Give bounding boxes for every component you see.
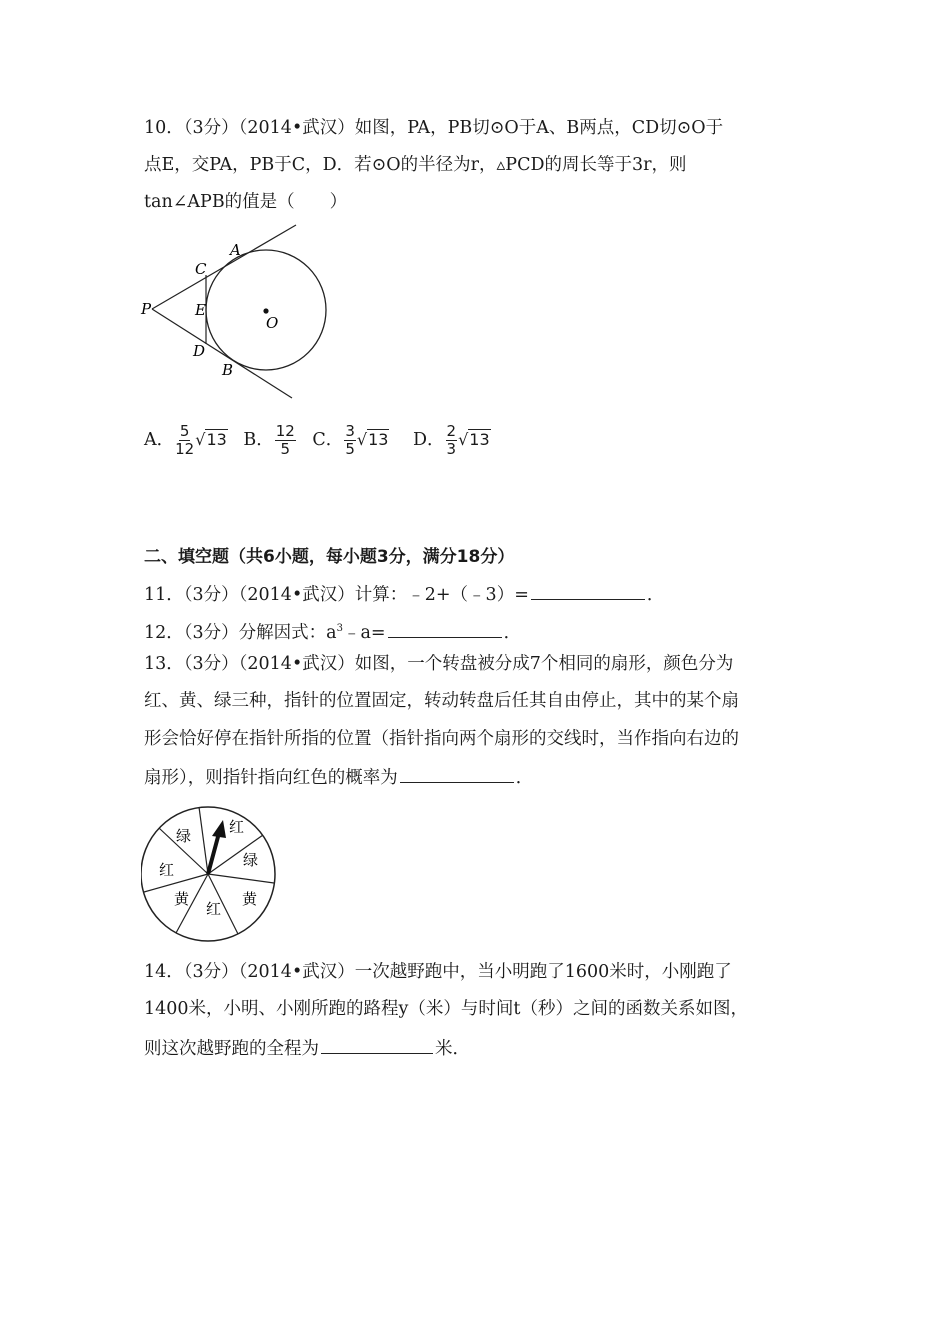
option-a-denominator: 12 (175, 440, 195, 458)
q11-suffix: ． (646, 585, 665, 605)
option-d-radicand: 13 (469, 430, 490, 449)
option-c-radicand: 13 (368, 430, 389, 449)
option-d[interactable] (413, 422, 491, 458)
q13-suffix: ． (515, 768, 534, 788)
q12-answer-blank[interactable] (388, 619, 502, 638)
q10-circle-figure (138, 222, 338, 407)
option-d-letter: D． (413, 430, 445, 450)
q13-line-4 (144, 764, 533, 790)
option-c-letter: C． (312, 430, 344, 450)
option-d-sqrt: √13 (458, 430, 490, 449)
q14-line-1: 14．（3分）（2014•武汉）一次越野跑中，当小明跑了1600米时，小刚跑了 (144, 962, 732, 982)
option-a-fraction (175, 423, 194, 458)
q12 (144, 617, 521, 645)
q13-answer-blank[interactable] (400, 764, 514, 783)
sector-3-label: 黄 (242, 890, 258, 908)
q12-suffix: ． (503, 622, 522, 643)
q13-spinner-wheel (141, 803, 287, 943)
label-b: B (222, 361, 234, 379)
option-c-numerator: 3 (345, 422, 355, 440)
q10-line-2: 点E，交PA，PB于C，D．若⊙O的半径为r，▵PCD的周长等于3r，则 (144, 155, 687, 175)
option-c-denominator: 5 (345, 440, 355, 458)
q12-exponent: 3 (336, 623, 343, 634)
q13-line-3: 形会恰好停在指针所指的位置（指针指向两个扇形的交线时，当作指向右边的 (144, 729, 739, 749)
option-a-sqrt: √13 (195, 430, 227, 449)
sector-2-label: 绿 (243, 851, 259, 869)
option-b-letter: B． (243, 430, 274, 450)
q13-line-1: 13．（3分）（2014•武汉）如图，一个转盘被分成7个相同的扇形，颜色分为 (144, 654, 734, 674)
q10-line-1: 10．（3分）（2014•武汉）如图，PA，PB切⊙O于A、B两点，CD切⊙O于 (144, 118, 724, 138)
q14-answer-blank[interactable] (321, 1035, 433, 1054)
sector-7-label: 绿 (176, 827, 192, 845)
sector-5-label: 黄 (174, 890, 190, 908)
q13-line-2: 红、黄、绿三种，指针的位置固定，转动转盘后任其自由停止，其中的某个扇 (144, 691, 739, 711)
option-a-letter: A． (144, 430, 175, 450)
sector-6-label: 红 (159, 861, 175, 879)
q12-text-mid: ﹣a= (342, 622, 386, 643)
q14-line-3-text: 则这次越野跑的全程为 (144, 1039, 319, 1059)
q10-options (144, 420, 501, 460)
label-c: C (195, 260, 207, 278)
tangent-pa (152, 225, 296, 309)
label-d: D (193, 342, 206, 360)
label-p: P (141, 300, 152, 318)
q14-line-2: 1400米，小明、小刚所跑的路程y（米）与时间t（秒）之间的函数关系如图， (144, 999, 748, 1019)
option-a[interactable] (144, 422, 233, 458)
label-e: E (195, 301, 206, 319)
option-b[interactable] (243, 422, 302, 458)
center-point (263, 308, 268, 313)
q11-text: 11．（3分）（2014•武汉）计算：﹣2+（﹣3）= (144, 585, 529, 605)
option-c[interactable] (312, 422, 395, 458)
sector-1-label: 红 (229, 818, 245, 836)
q12-text: 12．（3分）分解因式：a (144, 622, 337, 643)
option-d-fraction (446, 423, 458, 458)
q14-suffix: 米． (435, 1039, 470, 1059)
sector-4-label: 红 (206, 900, 222, 918)
option-a-radicand: 13 (206, 430, 227, 449)
pointer-arrow (208, 820, 226, 874)
option-c-sqrt: √13 (356, 430, 389, 449)
option-d-numerator: 2 (446, 422, 457, 440)
label-a: A (230, 241, 241, 259)
option-c-fraction (344, 423, 356, 458)
q13-line-4-text: 扇形），则指针指向红色的概率为 (144, 768, 398, 788)
q14-line-3 (144, 1035, 470, 1061)
q10-line-3: tan∠APB的值是（ ） (144, 192, 348, 212)
label-o: O (266, 314, 279, 332)
option-b-denominator: 5 (280, 440, 291, 458)
section-2-heading: 二、填空题（共6小题，每小题3分，满分18分） (144, 547, 515, 567)
option-d-denominator: 3 (446, 440, 457, 458)
option-a-numerator: 5 (179, 422, 190, 440)
option-b-numerator: 12 (275, 422, 295, 440)
option-b-fraction (275, 423, 296, 458)
q11 (144, 581, 664, 607)
q11-answer-blank[interactable] (531, 581, 645, 600)
